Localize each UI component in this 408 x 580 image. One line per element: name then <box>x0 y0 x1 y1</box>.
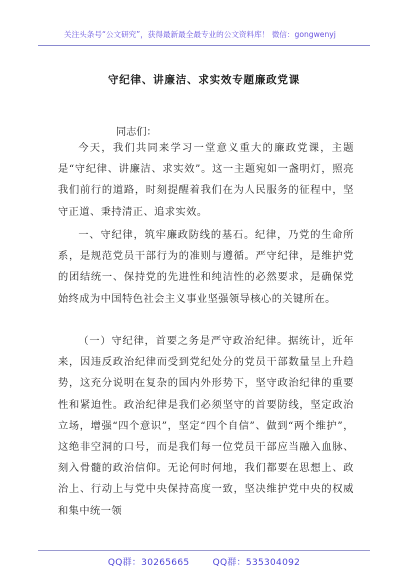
document-title: 守纪律、讲廉洁、求实效专题廉政党课 <box>107 74 301 86</box>
footer-divider <box>38 550 370 551</box>
greeting: 同志们： <box>116 127 157 138</box>
paragraph-section-one: 一、守纪律，筑牢廉政防线的基石。纪律，乃党的生命所系，是规范党员干部行为的准则与遵循。严守纪律，是维护党的团结统一、保持党的先进性和纯洁性的必然要求，是确保党始终成为中国特色社会主义事业坚强领导核心的关键所在。 <box>58 230 354 305</box>
footer-contacts <box>0 555 408 568</box>
footer-qq-group-2: QQ群：535304092 <box>212 558 301 568</box>
footer-qq-group-1: QQ群：30265665 <box>107 558 190 568</box>
header-divider <box>38 45 370 46</box>
paragraph-subsection-one: （一）守纪律，首要之务是严守政治纪律。据统计，近年来，因违反政治纪律而受到党纪处分的党员干部数量呈上升趋势，这充分说明在复杂的国内外形势下，坚守政治纪律的重要性和紧迫性。政治纪律是我们必须坚守的首要防线，坚定政治立场，增强“四个意识”，坚定“四个自信”、做到“两个维护”，这绝非空洞的口号，而是我们每一位党员干部应当融入血脉、刻入骨髓的政治信仰。无论何时何地，我们都要在思想上、政治上、行动上与党中央保持高度一致，坚决维护党中央的权威和集中统一领 <box>58 336 354 517</box>
header-notice: 关注头条号“公文研究”，获得最新最全最专业的公文资料库！ 微信：gongwenyj <box>64 30 336 39</box>
paragraph-intro: 今天，我们共同来学习一堂意义重大的廉政党课，主题是“守纪律、讲廉洁、求实效”。这一主题宛如一盏明灯，照亮我们前行的道路，时刻提醒着我们在为人民服务的征程中，坚守正道、秉持清正、追求实效。 <box>58 143 354 218</box>
